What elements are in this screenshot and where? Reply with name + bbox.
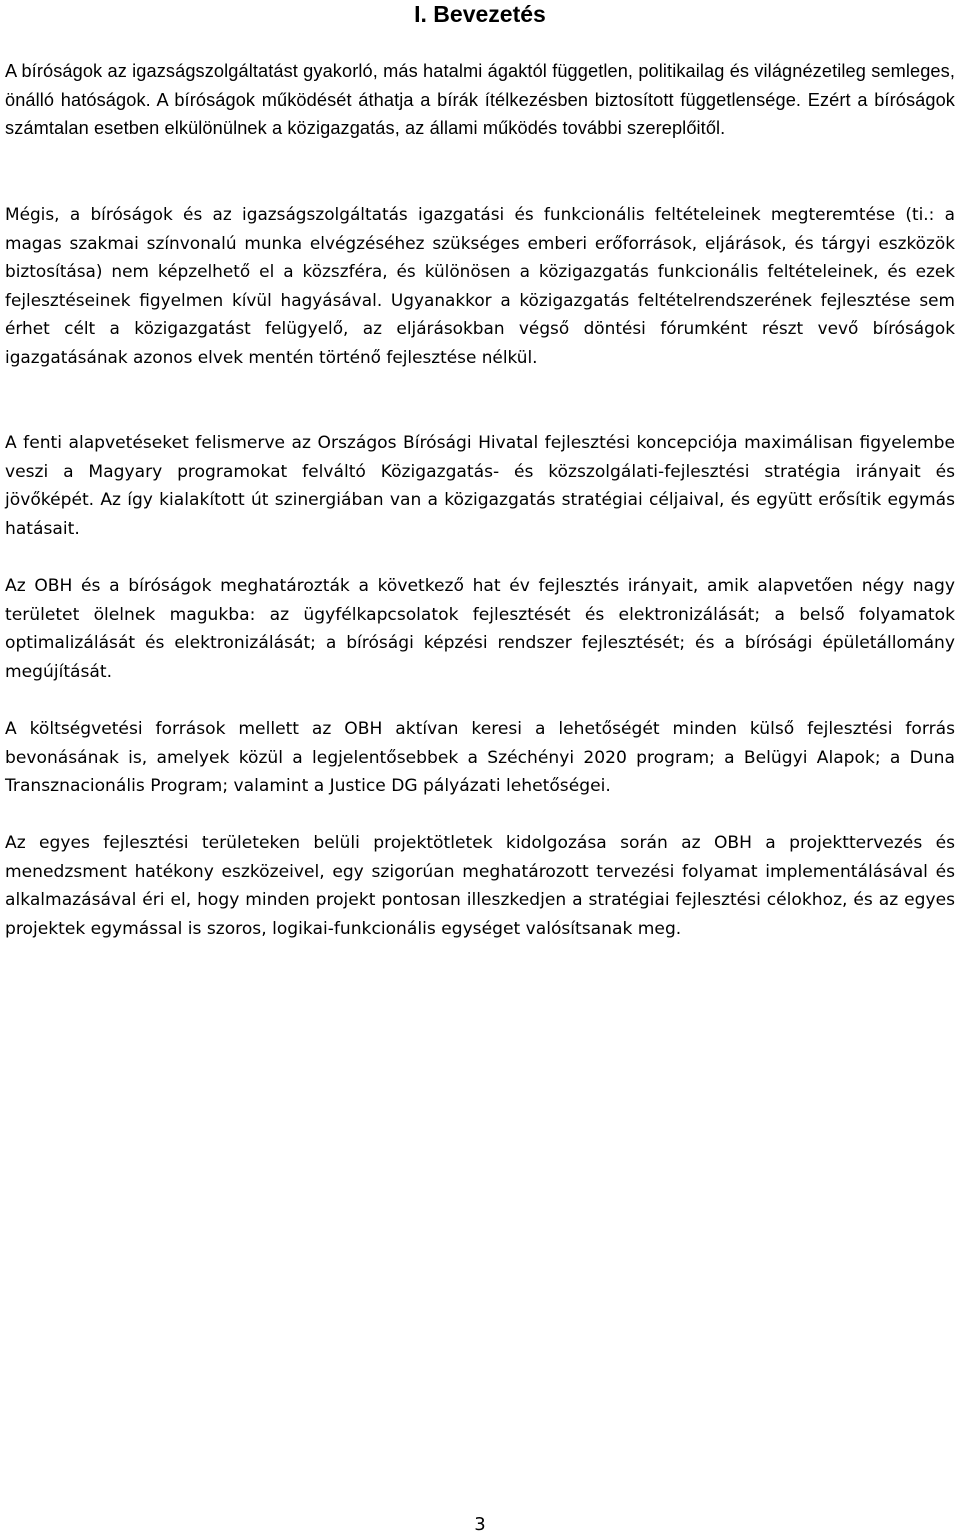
paragraph-development-directions: Az OBH és a bíróságok meghatározták a következő hat év fejlesztés irányait, amik alapvetően négy nagy területet ölelnek magukba: az ügyfélkapcsolatok fejlesztését és elektronizálását; a belső folyamatok optimalizálását és elektronizálását; a bírósági képzési rendszer fejlesztését; és a bírósági épületállomány megújítását. xyxy=(5,576,955,682)
paragraph-administrative-conditions: Mégis, a bíróságok és az igazságszolgáltatás igazgatási és funkcionális feltételeinek megteremtése (ti.: a magas szakmai színvonalú munka elvégzéséhez szükséges emberi erőforrások, eljárások, és tárgyi eszközök biztosítása) nem képzelhető el a közszféra, és különösen a közigazgatás funkcionális feltételeinek, és ezek fejlesztéseinek figyelmen kívül hagyásával. Ugyanakkor a közigazgatás feltételrendszerének fejlesztése sem érhet célt a közigazgatást felügyelő, az eljárásokban végső döntési fórumként részt vevő bíróságok igazgatásának azonos elvek mentén történő fejlesztése nélkül. xyxy=(5,204,955,367)
paragraph-project-planning: Az egyes fejlesztési területeken belüli projektötletek kidolgozása során az OBH a projekttervezés és menedzsment hatékony eszközeivel, egy szigorúan meghatározott tervezési folyamat implementálásával és alkalmazásával éri el, hogy minden projekt pontosan illeszkedjen a stratégiai fejlesztési célokhoz, és az egyes projektek egymással is szoros, logikai-funkcionális egységet valósítsanak meg. xyxy=(5,833,955,939)
page-number: 3 xyxy=(474,1514,486,1535)
paragraph-development-concept: A fenti alapvetéseket felismerve az Országos Bírósági Hivatal fejlesztési koncepciója maximálisan figyelembe veszi a Magyary programokat felváltó Közigazgatás- és közszolgálati-fejlesztési stratégia irányait és jövőképét. Az így kialakított út szinergiában van a közigazgatás stratégiai céljaival, és együtt erősítik egymás hatásait. xyxy=(5,433,955,539)
paragraph-courts-independence: A bíróságok az igazságszolgáltatást gyakorló, más hatalmi ágaktól független, politikailag és világnézetileg semleges, önálló hatóságok. A bíróságok működését áthatja a bírák ítélkezésben biztosított függetlensége. Ezért a bíróságok számtalan esetben elkülönülnek a közigazgatás, az állami működés további szereplőitől. xyxy=(5,61,955,139)
paragraph-funding-sources: A költségvetési források mellett az OBH aktívan keresi a lehetőségét minden külső fejlesztési forrás bevonásának is, amelyek közül a legjelentősebbek a Széchényi 2020 program; a Belügyi Alapok; a Duna Transznacionális Program; valamint a Justice DG pályázati lehetőségei. xyxy=(5,719,955,797)
section-heading: I. Bevezetés xyxy=(414,1,546,27)
